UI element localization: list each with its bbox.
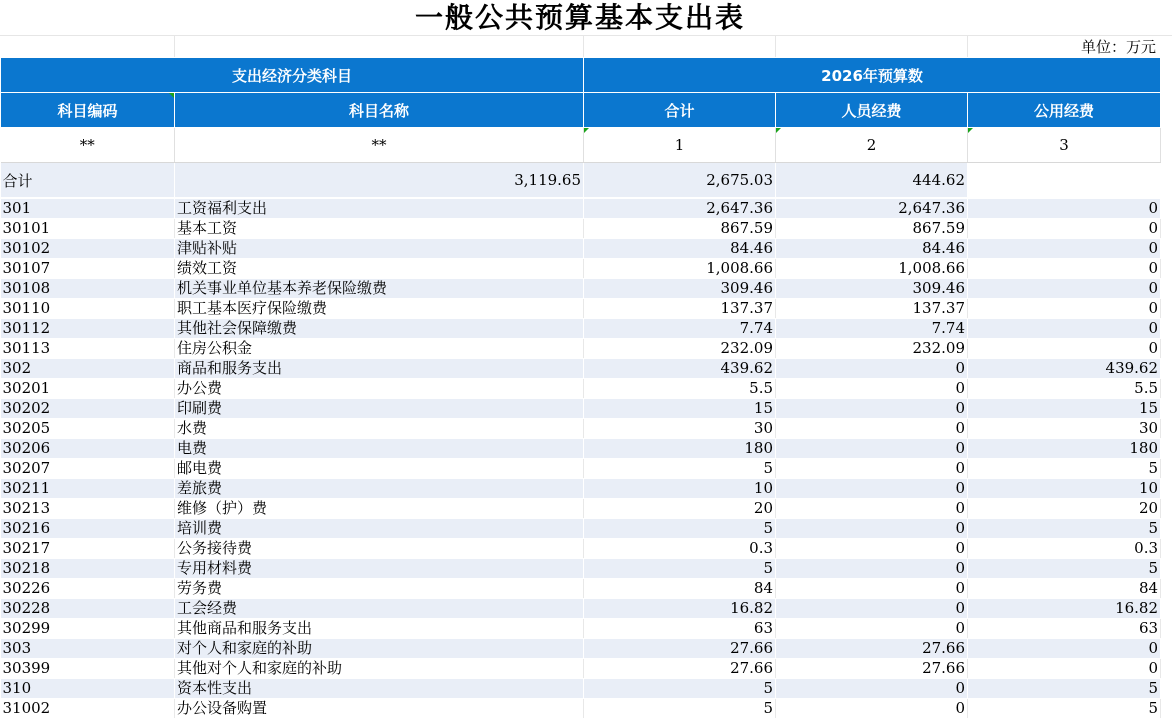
header-group-budget[interactable]: 2026年预算数 <box>584 58 1161 93</box>
table-row <box>1 499 1161 519</box>
index-cell[interactable]: 2 <box>776 128 968 163</box>
row-personnel-cell[interactable]: 27.66 <box>776 639 968 659</box>
row-code-cell[interactable]: 30213 <box>1 499 175 519</box>
row-total-cell[interactable]: 137.37 <box>584 299 776 319</box>
row-personnel-cell[interactable]: 0 <box>776 559 968 579</box>
table-row <box>1 479 1161 499</box>
row-code-cell[interactable]: 30399 <box>1 659 175 679</box>
row-personnel-cell[interactable]: 0 <box>776 439 968 459</box>
index-cell[interactable]: 1 <box>584 128 776 163</box>
table-row <box>1 599 1161 619</box>
row-total-cell[interactable]: 5 <box>584 559 776 579</box>
row-total-cell[interactable]: 867.59 <box>584 219 776 239</box>
row-name-cell[interactable]: 绩效工资 <box>175 259 584 279</box>
row-personnel-cell[interactable]: 0 <box>776 499 968 519</box>
grid-divider <box>775 36 776 58</box>
total-personnel[interactable]: 2,675.03 <box>584 163 776 199</box>
row-total-cell[interactable]: 309.46 <box>584 279 776 299</box>
table-row <box>1 679 1161 699</box>
row-total-cell[interactable]: 232.09 <box>584 339 776 359</box>
row-public-cell[interactable]: 5 <box>968 519 1161 539</box>
table-row <box>1 339 1161 359</box>
row-public-cell[interactable]: 5 <box>968 679 1161 699</box>
row-name-cell[interactable]: 机关事业单位基本养老保险缴费 <box>175 279 584 299</box>
row-name-cell[interactable]: 住房公积金 <box>175 339 584 359</box>
table-row <box>1 659 1161 679</box>
row-public-cell[interactable]: 180 <box>968 439 1161 459</box>
row-code-cell[interactable]: 30113 <box>1 339 175 359</box>
row-code-cell[interactable]: 302 <box>1 359 175 379</box>
table-row <box>1 239 1161 259</box>
row-name-cell[interactable]: 专用材料费 <box>175 559 584 579</box>
row-personnel-cell[interactable]: 0 <box>776 419 968 439</box>
row-name-cell[interactable]: 基本工资 <box>175 219 584 239</box>
table-row <box>1 439 1161 459</box>
row-total-cell[interactable]: 1,008.66 <box>584 259 776 279</box>
row-public-cell[interactable]: 84 <box>968 579 1161 599</box>
table-row <box>1 539 1161 559</box>
header-row-columns <box>1 93 1161 128</box>
row-personnel-cell[interactable]: 0 <box>776 539 968 559</box>
table-row <box>1 419 1161 439</box>
header-col-name[interactable]: 科目名称 <box>175 93 584 128</box>
row-code-cell[interactable]: 30211 <box>1 479 175 499</box>
table-row <box>1 519 1161 539</box>
row-personnel-cell[interactable]: 0 <box>776 699 968 719</box>
row-name-cell[interactable]: 电费 <box>175 439 584 459</box>
row-code-cell[interactable]: 30216 <box>1 519 175 539</box>
row-total-cell[interactable]: 439.62 <box>584 359 776 379</box>
table-row <box>1 299 1161 319</box>
row-total-cell[interactable]: 16.82 <box>584 599 776 619</box>
row-code-cell[interactable]: 303 <box>1 639 175 659</box>
row-name-cell[interactable]: 职工基本医疗保险缴费 <box>175 299 584 319</box>
total-public[interactable]: 444.62 <box>776 163 968 199</box>
row-personnel-cell[interactable]: 0 <box>776 359 968 379</box>
row-total-cell[interactable]: 5 <box>584 699 776 719</box>
row-public-cell[interactable]: 30 <box>968 419 1161 439</box>
table-row <box>1 639 1161 659</box>
row-personnel-cell[interactable]: 232.09 <box>776 339 968 359</box>
row-name-cell[interactable]: 培训费 <box>175 519 584 539</box>
table-row <box>1 279 1161 299</box>
table-row <box>1 379 1161 399</box>
table-row <box>1 399 1161 419</box>
row-personnel-cell[interactable]: 0 <box>776 479 968 499</box>
row-public-cell[interactable]: 20 <box>968 499 1161 519</box>
row-public-cell[interactable]: 5.5 <box>968 379 1161 399</box>
header-row-group <box>1 58 1161 93</box>
row-public-cell[interactable]: 16.82 <box>968 599 1161 619</box>
row-total-cell[interactable]: 30 <box>584 419 776 439</box>
row-personnel-cell[interactable]: 0 <box>776 579 968 599</box>
index-cell[interactable]: ** <box>1 128 175 163</box>
table-row <box>1 319 1161 339</box>
row-name-cell[interactable]: 水费 <box>175 419 584 439</box>
table-row <box>1 579 1161 599</box>
table-row <box>1 198 1161 219</box>
row-name-cell[interactable]: 公务接待费 <box>175 539 584 559</box>
row-total-cell[interactable]: 5 <box>584 679 776 699</box>
row-personnel-cell[interactable]: 867.59 <box>776 219 968 239</box>
row-total-cell[interactable]: 84 <box>584 579 776 599</box>
row-total-cell[interactable]: 2,647.36 <box>584 198 776 219</box>
row-code-cell[interactable]: 30226 <box>1 579 175 599</box>
row-public-cell[interactable]: 15 <box>968 399 1161 419</box>
row-name-cell[interactable]: 其他对个人和家庭的补助 <box>175 659 584 679</box>
row-total-cell[interactable]: 10 <box>584 479 776 499</box>
budget-table <box>0 57 1161 719</box>
row-public-cell[interactable]: 0 <box>968 659 1161 679</box>
row-public-cell[interactable]: 0 <box>968 299 1161 319</box>
row-public-cell[interactable]: 0 <box>968 339 1161 359</box>
row-total-cell[interactable]: 5 <box>584 519 776 539</box>
row-personnel-cell[interactable]: 0 <box>776 459 968 479</box>
row-code-cell[interactable]: 30201 <box>1 379 175 399</box>
row-personnel-cell[interactable]: 1,008.66 <box>776 259 968 279</box>
grid-divider <box>0 35 1172 36</box>
row-code-cell[interactable]: 30299 <box>1 619 175 639</box>
header-col-total[interactable]: 合计 <box>584 93 776 128</box>
row-public-cell[interactable]: 5 <box>968 559 1161 579</box>
row-code-cell[interactable]: 30202 <box>1 399 175 419</box>
row-personnel-cell[interactable]: 27.66 <box>776 659 968 679</box>
table-row <box>1 559 1161 579</box>
header-group-classification[interactable]: 支出经济分类科目 <box>1 58 584 93</box>
row-public-cell[interactable]: 0 <box>968 239 1161 259</box>
row-code-cell[interactable]: 30218 <box>1 559 175 579</box>
row-name-cell[interactable]: 其他社会保障缴费 <box>175 319 584 339</box>
row-name-cell[interactable]: 对个人和家庭的补助 <box>175 639 584 659</box>
row-name-cell[interactable]: 办公费 <box>175 379 584 399</box>
header-col-public[interactable]: 公用经费 <box>968 93 1161 128</box>
row-personnel-cell[interactable]: 0 <box>776 619 968 639</box>
row-code-cell[interactable]: 30205 <box>1 419 175 439</box>
row-code-cell[interactable]: 30101 <box>1 219 175 239</box>
row-code-cell[interactable]: 31002 <box>1 699 175 719</box>
total-row <box>1 163 1161 199</box>
row-name-cell[interactable]: 工资福利支出 <box>175 198 584 219</box>
row-total-cell[interactable]: 7.74 <box>584 319 776 339</box>
row-public-cell[interactable]: 0 <box>968 279 1161 299</box>
row-name-cell[interactable]: 其他商品和服务支出 <box>175 619 584 639</box>
row-name-cell[interactable]: 维修（护）费 <box>175 499 584 519</box>
row-name-cell[interactable]: 邮电费 <box>175 459 584 479</box>
row-total-cell[interactable]: 27.66 <box>584 659 776 679</box>
table-row <box>1 619 1161 639</box>
row-name-cell[interactable]: 劳务费 <box>175 579 584 599</box>
unit-label: 单位：万元 <box>1080 38 1156 56</box>
header-col-code[interactable]: 科目编码 <box>1 93 175 128</box>
row-total-cell[interactable]: 5 <box>584 459 776 479</box>
row-public-cell[interactable]: 0 <box>968 219 1161 239</box>
row-code-cell[interactable]: 310 <box>1 679 175 699</box>
row-total-cell[interactable]: 20 <box>584 499 776 519</box>
row-code-cell[interactable]: 30217 <box>1 539 175 559</box>
row-name-cell[interactable]: 资本性支出 <box>175 679 584 699</box>
row-public-cell[interactable]: 0 <box>968 319 1161 339</box>
table-row <box>1 259 1161 279</box>
row-personnel-cell[interactable]: 7.74 <box>776 319 968 339</box>
row-personnel-cell[interactable]: 309.46 <box>776 279 968 299</box>
empty-cell[interactable] <box>968 163 1161 199</box>
row-total-cell[interactable]: 180 <box>584 439 776 459</box>
row-code-cell[interactable]: 30207 <box>1 459 175 479</box>
row-code-cell[interactable]: 30107 <box>1 259 175 279</box>
header-col-personnel[interactable]: 人员经费 <box>776 93 968 128</box>
row-personnel-cell[interactable]: 2,647.36 <box>776 198 968 219</box>
table-row <box>1 459 1161 479</box>
table-row <box>1 219 1161 239</box>
row-code-cell[interactable]: 30112 <box>1 319 175 339</box>
total-amount[interactable]: 3,119.65 <box>175 163 584 199</box>
table-row <box>1 699 1161 719</box>
row-personnel-cell[interactable]: 0 <box>776 599 968 619</box>
row-public-cell[interactable]: 0 <box>968 198 1161 219</box>
row-total-cell[interactable]: 15 <box>584 399 776 419</box>
index-row <box>1 128 1161 163</box>
row-personnel-cell[interactable]: 137.37 <box>776 299 968 319</box>
row-code-cell[interactable]: 30108 <box>1 279 175 299</box>
row-public-cell[interactable]: 0 <box>968 259 1161 279</box>
row-name-cell[interactable]: 印刷费 <box>175 399 584 419</box>
row-name-cell[interactable]: 办公设备购置 <box>175 699 584 719</box>
row-total-cell[interactable]: 0.3 <box>584 539 776 559</box>
row-code-cell[interactable]: 301 <box>1 198 175 219</box>
grid-divider <box>174 36 175 58</box>
row-total-cell[interactable]: 84.46 <box>584 239 776 259</box>
row-total-cell[interactable]: 63 <box>584 619 776 639</box>
row-public-cell[interactable]: 439.62 <box>968 359 1161 379</box>
row-name-cell[interactable]: 差旅费 <box>175 479 584 499</box>
row-code-cell[interactable]: 30102 <box>1 239 175 259</box>
grid-divider <box>583 36 584 58</box>
total-label[interactable]: 合计 <box>1 163 175 199</box>
grid-divider <box>967 36 968 58</box>
row-public-cell[interactable]: 63 <box>968 619 1161 639</box>
row-total-cell[interactable]: 27.66 <box>584 639 776 659</box>
index-cell[interactable]: 3 <box>968 128 1161 163</box>
row-personnel-cell[interactable]: 0 <box>776 379 968 399</box>
table-row <box>1 359 1161 379</box>
row-personnel-cell[interactable]: 0 <box>776 679 968 699</box>
index-cell[interactable]: ** <box>175 128 584 163</box>
row-total-cell[interactable]: 5.5 <box>584 379 776 399</box>
row-public-cell[interactable]: 5 <box>968 459 1161 479</box>
row-code-cell[interactable]: 30206 <box>1 439 175 459</box>
row-name-cell[interactable]: 商品和服务支出 <box>175 359 584 379</box>
row-name-cell[interactable]: 工会经费 <box>175 599 584 619</box>
row-personnel-cell[interactable]: 0 <box>776 519 968 539</box>
row-personnel-cell[interactable]: 84.46 <box>776 239 968 259</box>
row-code-cell[interactable]: 30228 <box>1 599 175 619</box>
row-public-cell[interactable]: 10 <box>968 479 1161 499</box>
row-public-cell[interactable]: 0.3 <box>968 539 1161 559</box>
row-name-cell[interactable]: 津贴补贴 <box>175 239 584 259</box>
row-code-cell[interactable]: 30110 <box>1 299 175 319</box>
row-personnel-cell[interactable]: 0 <box>776 399 968 419</box>
row-public-cell[interactable]: 0 <box>968 639 1161 659</box>
page-title: 一般公共预算基本支出表 <box>414 1 745 34</box>
row-public-cell[interactable]: 5 <box>968 699 1161 719</box>
